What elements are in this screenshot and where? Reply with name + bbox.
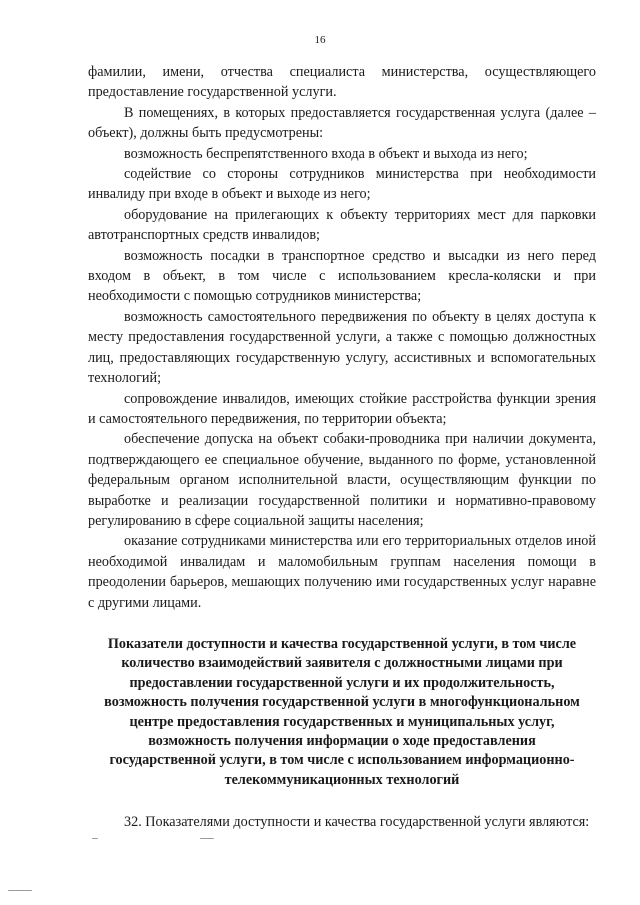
paragraph-5: оборудование на прилегающих к объекту территориях мест для парковки автотранспортных средств инвалидов;: [88, 206, 596, 244]
scan-speck: [92, 838, 98, 839]
paragraph-1: фамилии, имени, отчества специалиста министерства, осуществляющего предоставление государственной услуги.: [88, 64, 596, 101]
paragraph-6: возможность посадки в транспортное средство и высадки из него перед входом в объект, в том числе с использованием кресла-коляски и при необходимости с помощью сотрудников министерства;: [88, 247, 596, 305]
paragraph-7: возможность самостоятельного передвижения по объекту в целях доступа к месту предоставления государственной услуги, а также с помощью должностных лиц, предоставляющих государственную услугу, ассистивных и вспомогательных технологий;: [88, 308, 596, 387]
paragraph-3: возможность беспрепятственного входа в объект и выхода из него;: [124, 145, 528, 162]
paragraph-2: В помещениях, в которых предоставляется государственная услуга (далее – объект), должны быть предусмотрены:: [88, 104, 596, 142]
paragraph-10: оказание сотрудниками министерства или его территориальных отделов иной необходимой инвалидам и маломобильным группам населения помощи в преодолении барьеров, мешающих получению ими государственных услуг наравне с другими лицами.: [88, 533, 596, 611]
paragraph-closing: 32. Показателями доступности и качества государственной услуги являются:: [124, 814, 590, 831]
page-number: 16: [314, 34, 326, 46]
scan-speck: [200, 838, 214, 839]
paragraph-8: сопровождение инвалидов, имеющих стойкие расстройства функции зрения и самостоятельного передвижения, по территории объекта;: [88, 390, 596, 427]
scan-speck: [8, 890, 32, 891]
paragraph-4: содействие со стороны сотрудников министерства при необходимости инвалиду при входе в объект и выходе из него;: [88, 166, 596, 203]
paragraph-9: обеспечение допуска на объект собаки-проводника при наличии документа, подтверждающего ее специальное обучение, выданного по форме, установленной федеральным органом исполнительной власти, осуществляющим функции по выработке и реализации государственной политики и нормативно-правовому регулированию в сфере социальной защиты населения;: [88, 431, 596, 529]
document-body: [88, 62, 596, 833]
section-heading: Показатели доступности и качества государственной услуги, в том числе количество взаимодействий заявителя с должностными лицами при предоставлении государственной услуги и их продолжительность, возможность получения государственной услуги в многофункциональном центре предоставления государственных и муниципальных услуг, возможность получения информации о ходе предоставления государственной услуги, в том числе с использованием информационно-телекоммуникационных технологий: [104, 635, 580, 788]
